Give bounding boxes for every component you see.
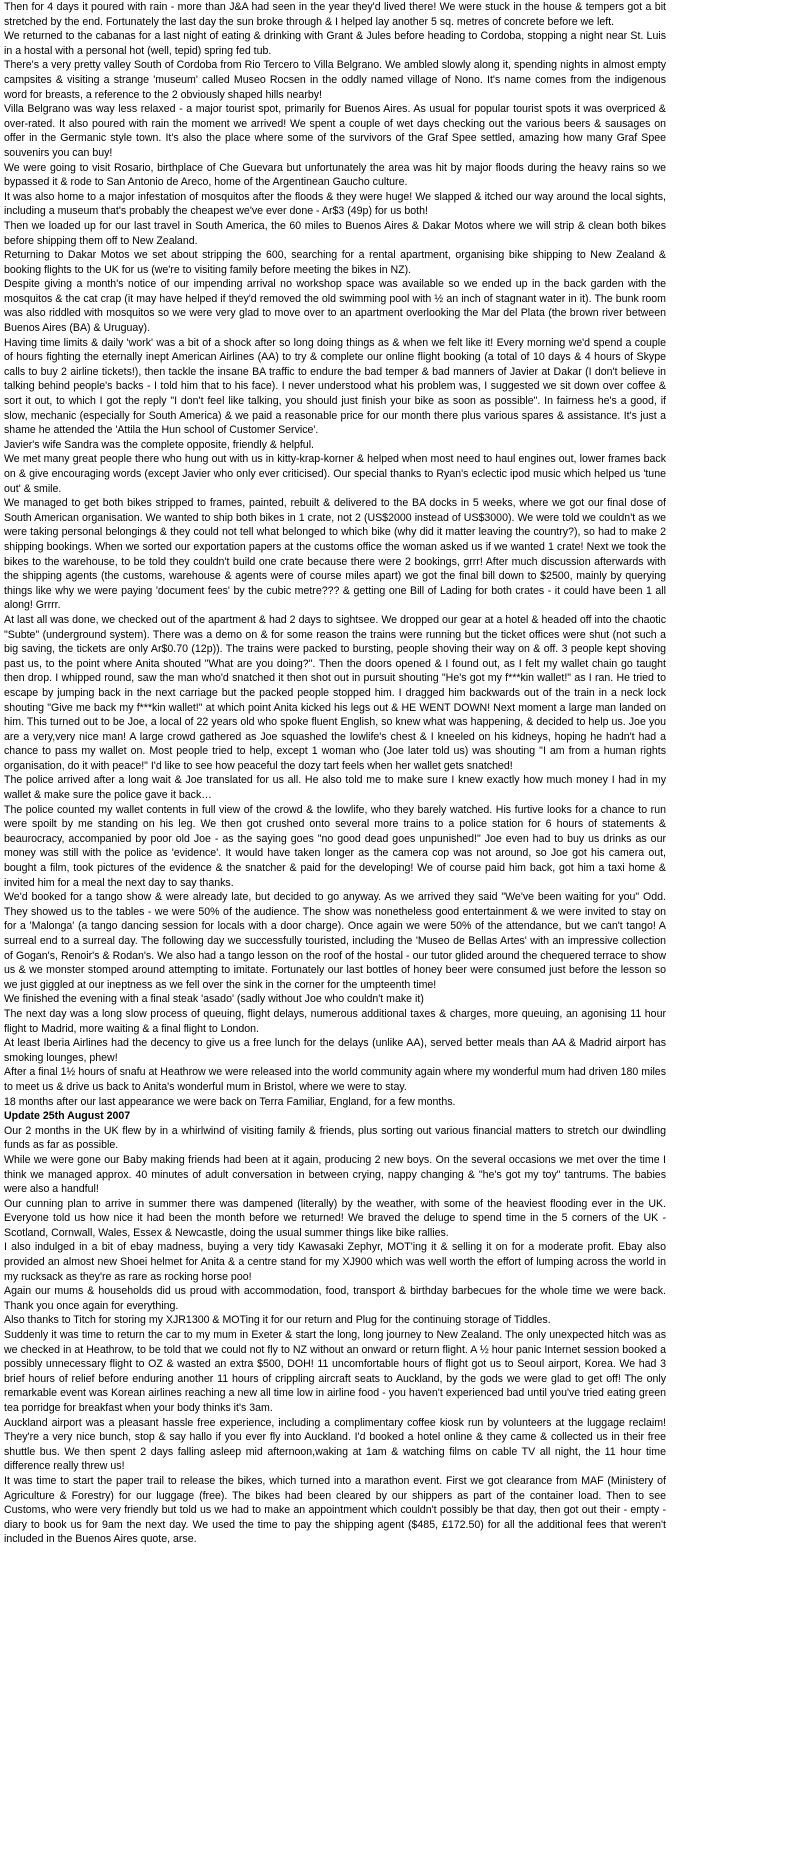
journal-paragraph: Javier's wife Sandra was the complete opposite, friendly & helpful. (4, 438, 314, 451)
journal-paragraph: We managed to get both bikes stripped to frames, painted, rebuilt & delivered to the BA docks in 5 weeks, where we got our final dose of South American organisation. We wanted to ship both bikes in 1 crate, not 2 (US$2000 instead of US$3000). We were told we couldn't as we were taking personal belongings & they could not tell what belonged to which bike (why did it matter leaving the country?), so had to make 2 shipping bookings. When we sorted our exportation papers at the customs office the woman asked us if we wanted 1 crate! Next we took the bikes to the warehouse, to be told they couldn't build one crate because there were 2 bookings, grrr! After much discussion afterwards with the shipping agents (the customs, warehouse & agents were of course miles apart) we got the final bill down to $2500, mainly by querying things like why we were paying 'document fees' by the cubic metre??? & getting one Bill of Lading for both crates - it could have been 1 all along! Grrrr. (4, 497, 666, 612)
journal-paragraph: Suddenly it was time to return the car to my mum in Exeter & start the long, long journey to New Zealand. The only unexpected hitch was as we checked in at Heathrow, to be told that we could not fly to NZ without an onward or return flight. A ½ hour panic Internet session booked a possibly unnecessary flight to OZ & wasted an extra $500, DOH! 11 uncomfortable hours of flight got us to Seoul airport, Korea. We had 3 brief hours of relief before enduring another 11 hours of crippling aircraft seats to Auckland, by the gods we were glad to get off! The only remarkable event was Korean airlines reaching a new all time low in airline food - you haven't experienced bad until you've tried eating green tea porridge for breakfast when your body thinks it's 3am. (4, 1329, 666, 1414)
journal-paragraph: Auckland airport was a pleasant hassle free experience, including a complimentary coffee kiosk run by volunteers at the luggage reclaim! They're a very nice bunch, stop & say hallo if you ever fly into Auckland. I'd booked a hotel online & they came & collected us in their free shuttle bus. We then spent 2 days falling asleep mid afternoon,waking at 1am & watching films on cable TV all night, the 11 hour time difference really threw us! (4, 1416, 666, 1473)
journal-paragraph: After a final 1½ hours of snafu at Heathrow we were released into the world community again where my wonderful mum had driven 180 miles to meet us & drive us back to Anita's wonderful mum in Bristol, where we were to stay. (4, 1066, 666, 1093)
journal-paragraph: The next day was a long slow process of queuing, flight delays, numerous additional taxes & charges, more queuing, an agonising 11 hour flight to Madrid, more waiting & a final flight to London. (4, 1007, 666, 1035)
journal-paragraph: I also indulged in a bit of ebay madness, buying a very tidy Kawasaki Zephyr, MOT'ing it & selling it on for a moderate profit. Ebay also provided an almost new Shoei helmet for Anita & a centre stand for my XJ900 which was well worth the effort of lumping across the world in my rucksack as they're as rare as rocking horse poo! (4, 1241, 666, 1283)
journal-paragraph: Our 2 months in the UK flew by in a whirlwind of visiting family & friends, plus sorting out various financial matters to stretch our dwindling funds as far as possible. (4, 1124, 666, 1152)
journal-paragraph: Then for 4 days it poured with rain - more than J&A had seen in the year they'd lived there! We were stuck in the house & tempers got a bit stretched by the end. Fortunately the last day the sun broke through & I helped lay another 5 sq. metres of concrete before we left. (4, 1, 666, 28)
journal-paragraph: We were going to visit Rosario, birthplace of Che Guevara but unfortunately the area was hit by major floods during the heavy rains so we bypassed it & rode to San Antonio de Areco, home of the Argentinean Gaucho culture. (4, 161, 666, 189)
journal-paragraph: Again our mums & households did us proud with accommodation, food, transport & birthday barbecues for the whole time we were back. Thank you once again for everything. (4, 1285, 666, 1312)
journal-paragraph: We returned to the cabanas for a last night of eating & drinking with Grant & Jules before heading to Cordoba, stopping a night near St. Luis in a hostal with a personal hot (well, tepid) spring fed tub. (4, 30, 666, 57)
journal-paragraph: At least Iberia Airlines had the decency to give us a free lunch for the delays (unlike AA), served better meals than AA & Madrid airport has smoking lounges, phew! (4, 1037, 666, 1064)
journal-section-after (4, 1124, 666, 1547)
journal-paragraph: It was time to start the paper trail to release the bikes, which turned into a marathon event. First we got clearance from MAF (Ministery of Agriculture & Forestry) for our luggage (free). The bikes had been cleared by our shippers as part of the container load. Then to see Customs, who were very friendly but told us we had to make an appointment which couldn't possibly be that day, then got out their - empty - diary to book us for 9am the next day. We used the time to pay the shipping agent ($485, £172.50) for all the additional fees that weren't included in the Buenos Aires quote, arse. (4, 1474, 666, 1546)
journal-paragraph: There's a very pretty valley South of Cordoba from Rio Tercero to Villa Belgrano. We ambled slowly along it, spending nights in almost empty campsites & visiting a strange 'museum' called Museo Rocsen in the oddly named village of Nono. It's name comes from the indigenous word for breasts, a reference to the 2 obviously shaped hills nearby! (4, 59, 666, 101)
travel-journal-text (4, 0, 666, 1547)
journal-paragraph: We met many great people there who hung out with us in kitty-krap-korner & helped when most need to haul engines out, lower frames back on & give encouraging words (except Javier who only ever criticised). Our special thanks to Ryan's eclectic ipod music which helped us 'tune out' & smile. (4, 453, 666, 495)
journal-section-before (4, 0, 666, 1109)
journal-paragraph: Our cunning plan to arrive in summer there was dampened (literally) by the weather, with some of the heaviest flooding ever in the UK. Everyone told us how nice it had been the month before we returned! We braved the deluge to spend time in the 5 corners of the UK - Scotland, Cornwall, Wales, Essex & Newcastle, doing the usual summer things like bike rallies. (4, 1197, 666, 1239)
journal-paragraph: 18 months after our last appearance we were back on Terra Familiar, England, for a few months. (4, 1095, 456, 1108)
journal-paragraph: Despite giving a month's notice of our impending arrival no workshop space was available so we ended up in the back garden with the mosquitos & the cat crap (it may have helped if they'd removed the old swimming pool with ½ an inch of stagnant water in it). The bunk room was also riddled with mosquitos so we were very glad to move over to an apartment overlooking the Mar del Plata (the brown river between Buenos Aires (BA) & Uruguay). (4, 278, 666, 335)
journal-paragraph: Having time limits & daily 'work' was a bit of a shock after so long doing things as & when we felt like it! Every morning we'd spend a couple of hours fighting the eternally inept American Airlines (AA) to try & complete our online flight booking (a total of 10 days & 4 hours of Skype calls to buy 2 airline tickets!), then tackle the insane BA traffic to endure the bad temper & bad manners of Javier at Dakar (I don't believe in talking behind people's backs - I told him that to his face). I never understood what his problem was, I suggested we sit down over coffee & sort it out, to which I got the reply "I don't feel like talking, you should just finish your bike as soon as possible". In fairness he's a good, if slow, mechanic (especially for South America) & we paid a reasonable price for our month there plus various spares & assistance. It's just a shame he attended the 'Attila the Hun school of Customer Service'. (4, 336, 666, 437)
journal-paragraph: While we were gone our Baby making friends had been at it again, producing 2 new boys. On the several occasions we met over the time I think we managed approx. 40 minutes of adult conversation in between crying, nappy changing & "he's got my toy" tantrums. The babies were also a handful! (4, 1153, 666, 1196)
journal-paragraph: The police counted my wallet contents in full view of the crowd & the lowlife, who they barely watched. His furtive looks for a chance to run were spoilt by me standing on his leg. We then got crushed onto several more trains to a police station for 6 hours of statements & beaurocracy, accompanied by poor old Joe - as the saying goes "no good dead goes unpunished!" Joe even had to buy us drinks as our money was still with the police as 'evidence'. It would have taken longer as the camera cop was not around, so Joe got his camera out, bought a film, took pictures of the evidence & the snatcher & paid for the developing! We of course paid him back, got him a taxi home & invited him for a meal the next day to say thanks. (4, 803, 666, 889)
journal-paragraph: Also thanks to Titch for storing my XJR1300 & MOTing it for our return and Plug for the continuing storage of Tiddles. (4, 1314, 551, 1327)
journal-paragraph: It was also home to a major infestation of mosquitos after the floods & they were huge! We slapped & itched our way around the local sights, including a museum that's probably the cheapest we've ever done - Ar$3 (49p) for us both! (4, 190, 666, 218)
journal-paragraph: We finished the evening with a final steak 'asado' (sadly without Joe who couldn't make it) (4, 993, 424, 1006)
update-heading: Update 25th August 2007 (4, 1110, 131, 1123)
journal-paragraph: The police arrived after a long wait & Joe translated for us all. He also told me to make sure I knew exactly how much money I had in my wallet & make sure the police gave it back… (4, 774, 666, 802)
journal-paragraph: Then we loaded up for our last travel in South America, the 60 miles to Buenos Aires & Dakar Motos where we will strip & clean both bikes before shipping them off to New Zealand. (4, 219, 666, 247)
journal-paragraph: At last all was done, we checked out of the apartment & had 2 days to sightsee. We dropped our gear at a hotel & headed off into the chaotic "Subte" (underground system). There was a demo on & for some reason the trains were running but the ticket offices were shut (not such a big saving, the tickets are only Ar$0.70 (12p)). The trains were packed to bursting, people shoving their way on & off. 3 people kept shoving past us, to the point where Anita shouted "What are you doing?". Then the doors opened & I found out, as I felt my wallet chain go taught then drop. I whipped round, saw the man who'd snatched it then shot out in pursuit shouting "He's got my f***kin wallet!" as I ran. He tried to escape by jumping back in the next carriage but the packed people stopped him. I dragged him backwards out of the train in a neck lock shouting "Give me back my f***kin wallet!" at which point Anita kicked his legs out & HE WENT DOWN! Next moment a large man landed on him. This turned out to be Joe, a local of 22 years old who spoke fluent English, so knew what was happening, & decided to help us. Joe you are a very,very nice man! A large crowd gathered as Joe squashed the lowlife's chest & I kneeled on his kidneys, hoping he hadn't had a chance to pass my wallet on. Most people tried to help, except 1 woman who (Joe later told us) was shouting "I am from a human rights organisation, do it with peace!" I'd like to see how peaceful the dozy tart feels when her wallet gets snatched! (4, 613, 666, 772)
journal-paragraph: Villa Belgrano was way less relaxed - a major tourist spot, primarily for Buenos Aires. As usual for popular tourist spots it was overpriced & over-rated. It also poured with rain the moment we arrived! We spent a couple of wet days checking out the various beers & sausages on offer in the Germanic style town. It's also the place where some of the survivors of the Graf Spee settled, amazing how many Graf Spee souvenirs you can buy! (4, 103, 666, 159)
journal-paragraph: Returning to Dakar Motos we set about stripping the 600, searching for a rental apartment, organising bike shipping to New Zealand & booking flights to the UK for us (we're to visiting family before meeting the bikes in NZ). (4, 249, 666, 276)
journal-paragraph: We'd booked for a tango show & were already late, but decided to go anyway. As we arrived they said "We've been waiting for you" Odd. They showed us to the tables - we were 50% of the audience. The show was nonetheless good entertainment & we were invited to stay on for a 'Malonga' (a tango dancing session for locals with a door charge). Once again we were 50% of the attendance, but we can't tango! A surreal end to a surreal day. The following day we successfully touristed, including the 'Museo de Bellas Artes' with an impressive collection of Gogan's, Renoir's & Rodan's. We also had a tango lesson on the roof of the hostal - our tutor glided around the chequered terrace to show us & we monster stomped around attempting to imitate. Fortunately our last bottles of honey beer were consumed just before the lesson so we just giggled at our ineptness as we fell over the sink in the corner for the umpteenth time! (4, 891, 666, 991)
